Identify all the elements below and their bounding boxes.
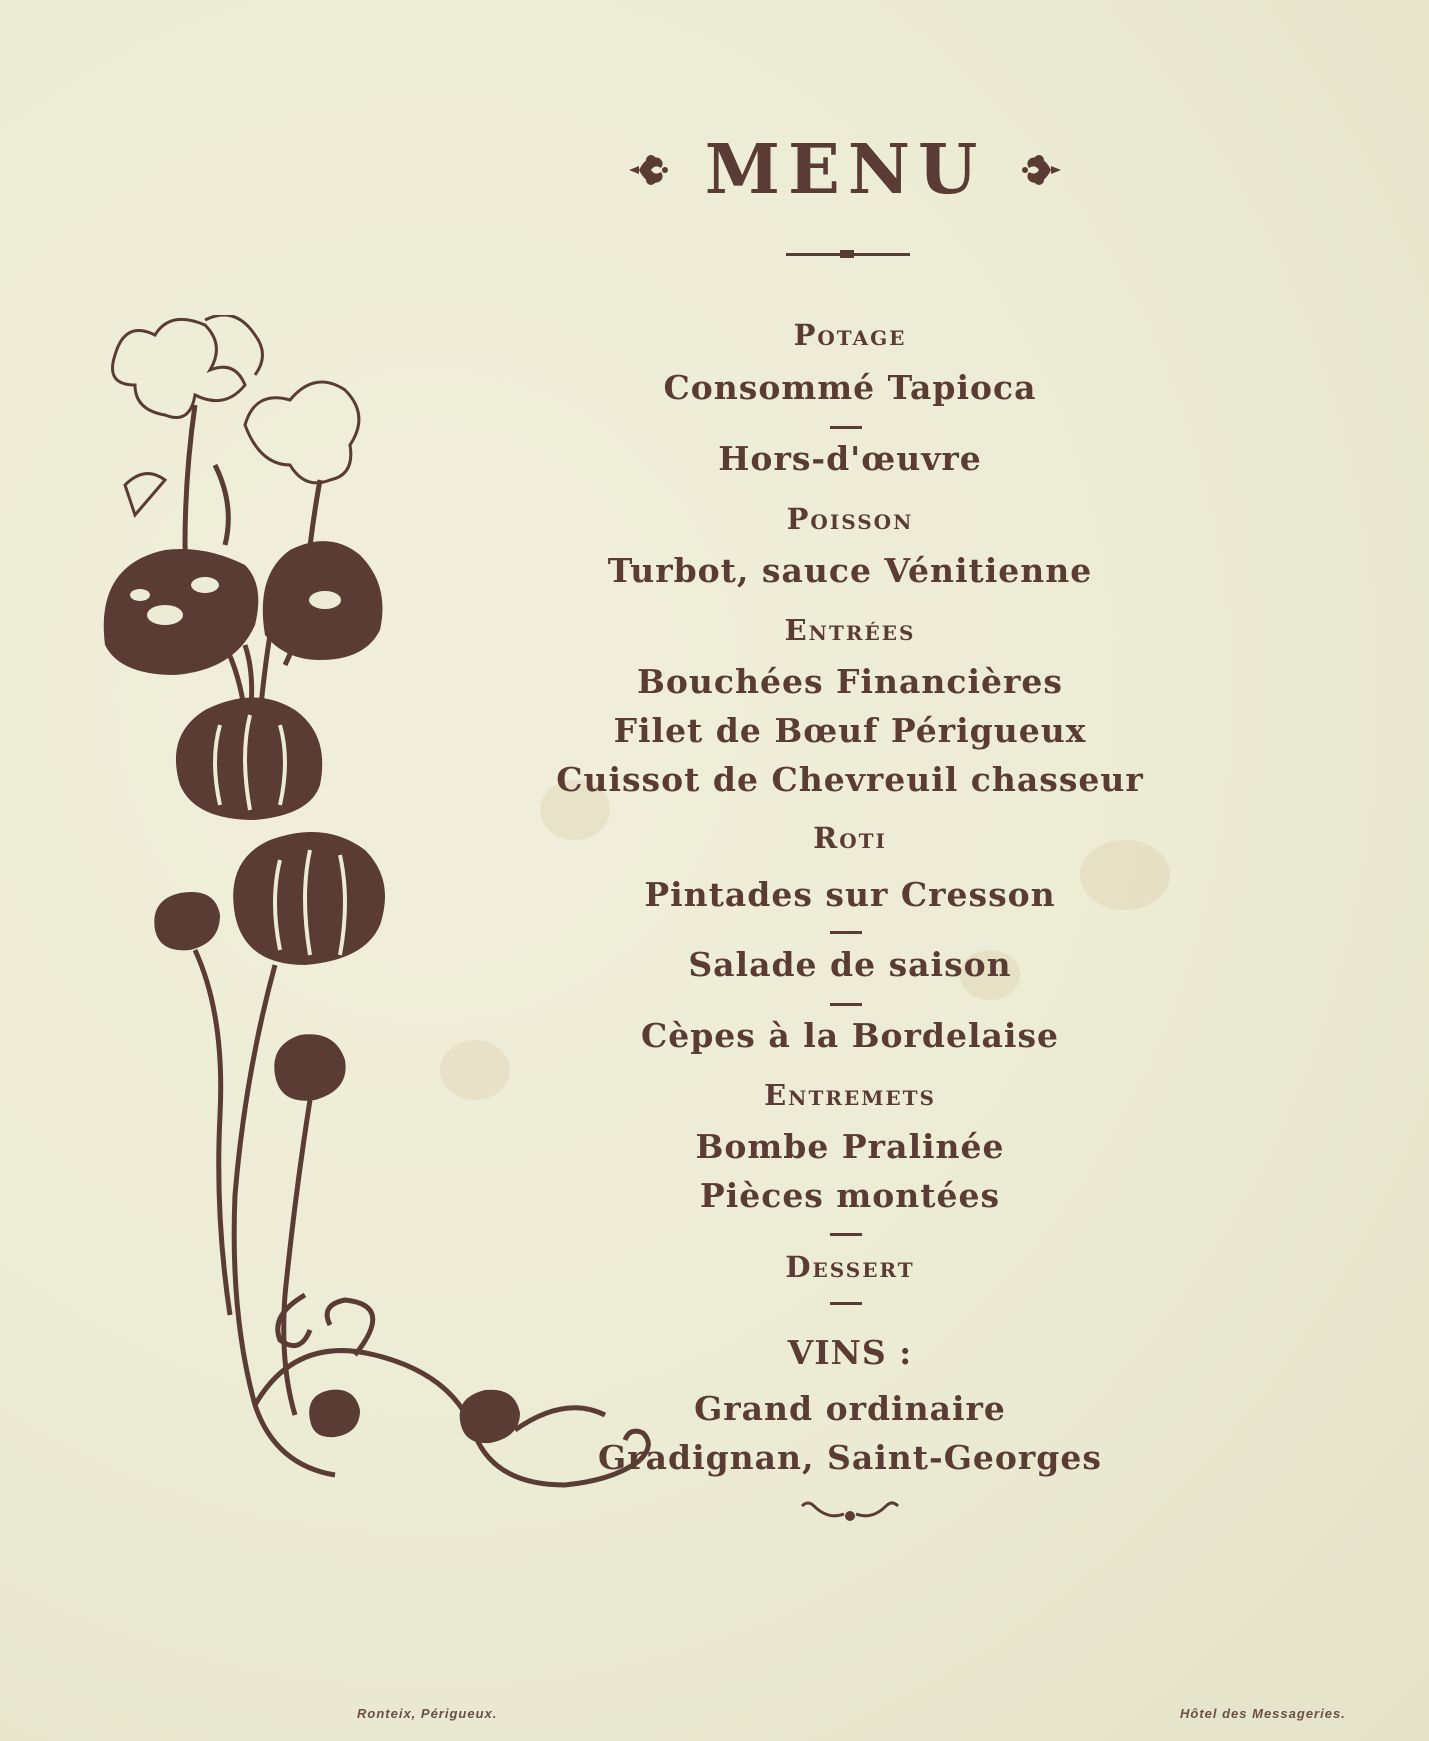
printer-credit: Ronteix, Périgueux.	[357, 1706, 498, 1721]
dish-turbot: Turbot, sauce Vénitienne	[607, 551, 1093, 590]
scroll-ornament-icon	[798, 1498, 902, 1528]
course-dessert: Dessert	[785, 1250, 915, 1284]
dish-hors-doeuvre: Hors-d'œuvre	[718, 439, 982, 478]
cyclamen-floral-illustration	[95, 315, 735, 1645]
menu-header	[620, 130, 1070, 210]
dish-cuissot: Cuissot de Chevreuil chasseur	[556, 760, 1144, 799]
separator-dash	[830, 1233, 862, 1236]
fleuron-icon	[1019, 148, 1065, 192]
course-poisson: Poisson	[786, 502, 914, 536]
separator-dash	[830, 1302, 862, 1305]
dish-filet: Filet de Bœuf Périgueux	[613, 711, 1087, 750]
course-entremets: Entremets	[764, 1078, 936, 1112]
separator-dash	[830, 426, 862, 429]
dish-pieces-montees: Pièces montées	[699, 1176, 1001, 1215]
dish-cepes: Cèpes à la Bordelaise	[640, 1016, 1060, 1055]
menu-title: MENU	[704, 130, 986, 210]
course-entrees: Entrées	[784, 613, 916, 647]
dish-bombe: Bombe Pralinée	[695, 1127, 1005, 1166]
dish-bouchees: Bouchées Financières	[637, 662, 1063, 701]
dish-pintades: Pintades sur Cresson	[644, 875, 1056, 914]
separator-dash	[830, 1003, 862, 1006]
separator-dash	[830, 931, 862, 934]
hotel-credit: Hôtel des Messageries.	[1180, 1706, 1346, 1721]
dish-salade: Salade de saison	[688, 945, 1012, 984]
wine-gradignan: Gradignan, Saint-Georges	[598, 1438, 1102, 1477]
fleuron-icon	[625, 148, 671, 192]
wine-grand-ordinaire: Grand ordinaire	[694, 1389, 1006, 1428]
wines-heading: VINS :	[787, 1333, 913, 1372]
course-potage: Potage	[793, 318, 907, 352]
title-divider	[786, 253, 910, 256]
course-roti: Roti	[813, 821, 887, 855]
dish-consomme: Consommé Tapioca	[663, 368, 1037, 407]
